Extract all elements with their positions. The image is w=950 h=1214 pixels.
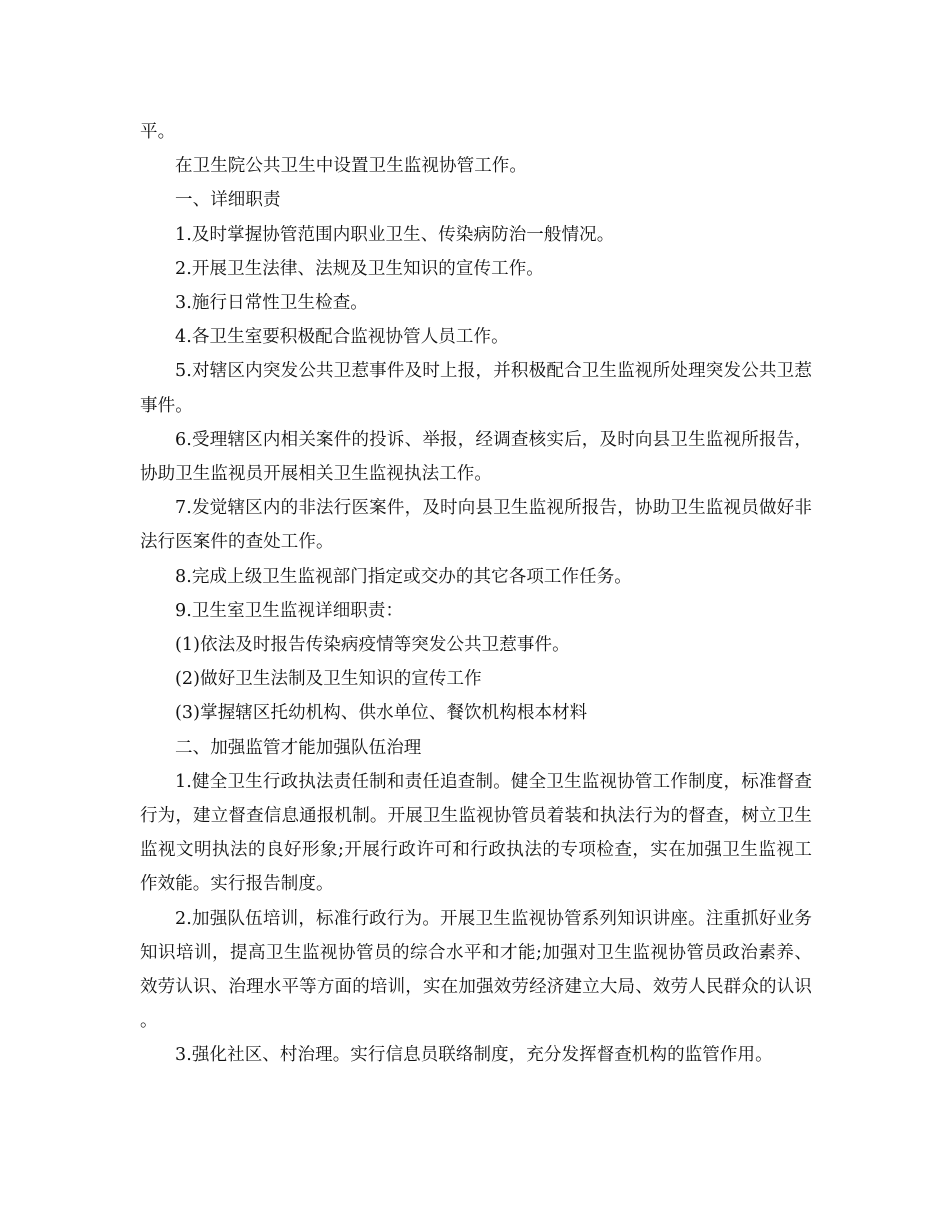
section-heading-duties: 一、详细职责 <box>175 190 281 211</box>
paragraph-continuation: 平。 <box>140 122 176 142</box>
document-body <box>140 115 812 1073</box>
duty-item-2: 2.开展卫生法律、法规及卫生知识的宣传工作。 <box>175 258 544 279</box>
duty-item-3: 3.施行日常性卫生检查。 <box>175 293 368 314</box>
paragraph-intro: 在卫生院公共卫生中设置卫生监视协管工作。 <box>175 156 527 177</box>
duty-item-7: 7.发觉辖区内的非法行医案件，及时向县卫生监视所报告，协助卫生监视员做好非法行医案件的查处工作。 <box>140 498 812 553</box>
supervision-item-3: 3.强化社区、村治理。实行信息员联络制度，充分发挥督查机构的监管作用。 <box>175 1045 773 1066</box>
duty-item-1: 1.及时掌握协管范围内职业卫生、传染病防治一般情况。 <box>175 224 615 245</box>
duty-item-8: 8.完成上级卫生监视部门指定或交办的其它各项工作任务。 <box>175 566 632 587</box>
supervision-item-2: 2.加强队伍培训，标准行政行为。开展卫生监视协管系列知识讲座。注重抓好业务知识培训，提高卫生监视协管员的综合水平和才能;加强对卫生监视协管员政治素养、效劳认识、治理水平等方面的培训，实在加强效劳经济建立大局、效劳人民群众的认识。 <box>140 908 812 1032</box>
sub-item-2: (2)做好卫生法制及卫生知识的宣传工作 <box>175 669 482 690</box>
duty-item-5: 5.对辖区内突发公共卫惹事件及时上报，并积极配合卫生监视所处理突发公共卫惹事件。 <box>140 361 812 416</box>
supervision-item-1: 1.健全卫生行政执法责任制和责任追查制。健全卫生监视协管工作制度，标准督查行为，建立督查信息通报机制。开展卫生监视协管员着装和执法行为的督查，树立卫生监视文明执法的良好形象;开展行政许可和行政执法的专项检查，实在加强卫生监视工作效能。实行报告制度。 <box>140 771 812 895</box>
sub-item-3: (3)掌握辖区托幼机构、供水单位、餐饮机构根本材料 <box>175 703 588 724</box>
duty-item-6: 6.受理辖区内相关案件的投诉、举报，经调查核实后，及时向县卫生监视所报告，协助卫生监视员开展相关卫生监视执法工作。 <box>140 429 812 485</box>
duty-item-4: 4.各卫生室要积极配合监视协管人员工作。 <box>175 327 509 348</box>
section-heading-supervision: 二、加强监管才能加强队伍治理 <box>175 737 422 758</box>
duty-item-9: 9.卫生室卫生监视详细职责： <box>175 600 404 621</box>
sub-item-1: (1)依法及时报告传染病疫情等突发公共卫惹事件。 <box>175 635 570 656</box>
